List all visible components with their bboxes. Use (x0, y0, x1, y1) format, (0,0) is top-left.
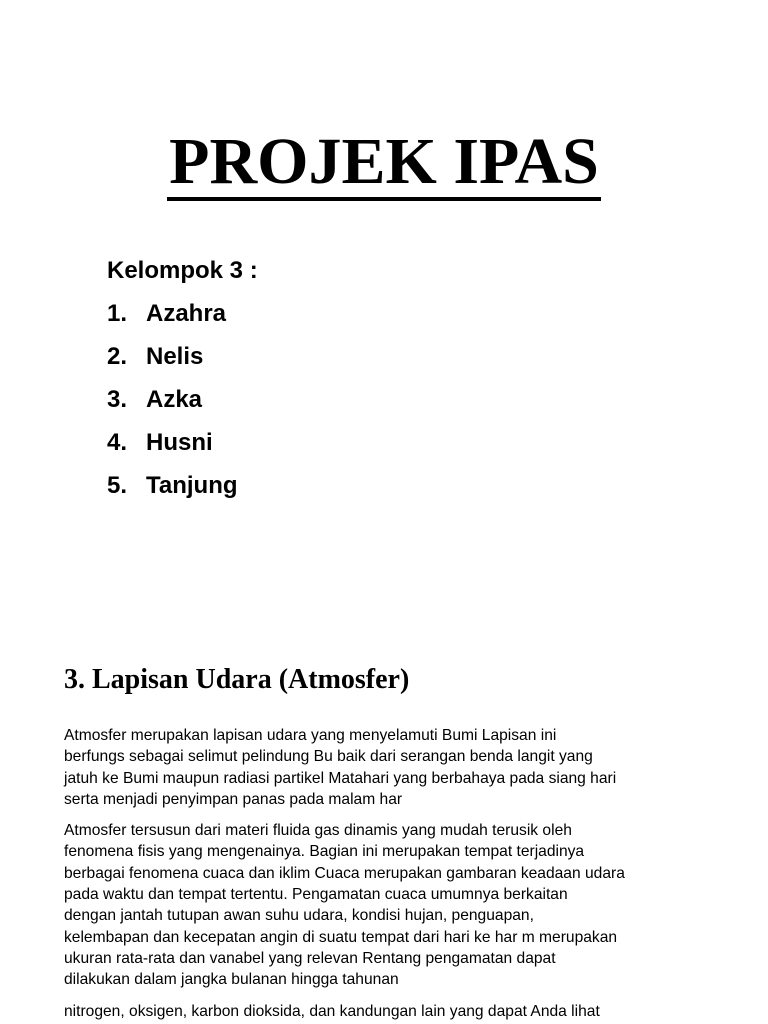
paragraph (64, 1001, 744, 1022)
member-name: Husni (146, 429, 213, 456)
text-line: Atmosfer tersusun dari materi fluida gas dinamis yang mudah terusik oleh (64, 822, 572, 840)
text-line: nitrogen, oksigen, karbon dioksida, dan kandungan lain yang dapat Anda lihat (64, 1002, 600, 1020)
member-list (107, 292, 258, 507)
text-line: berfungs sebagai selimut pelindung Bu baik dari serangan benda langit yang (64, 748, 593, 766)
member-item (107, 464, 258, 507)
text-line: serta menjadi penyimpan panas pada malam har (64, 790, 403, 808)
paragraph (64, 820, 744, 990)
member-name: Azahra (146, 300, 227, 327)
text-line: berbagai fenomena cuaca dan iklim Cuaca merupakan gambaran keadaan udara (64, 864, 625, 882)
section-heading: 3. Lapisan Udara (Atmosfer) (64, 664, 410, 695)
member-number: 1. (107, 300, 128, 327)
text-line: jatuh ke Bumi maupun radiasi partikel Matahari yang berbahaya pada siang hari (64, 769, 617, 787)
group-heading: Kelompok 3 : (107, 257, 258, 284)
page-title-text: PROJEK IPAS (167, 127, 601, 201)
text-line: dengan jantah tutupan awan suhu udara, kondisi hujan, penguapan, (64, 907, 534, 925)
text-line: pada waktu dan tempat tertentu. Pengamatan cuaca umumnya berkaitan (64, 886, 568, 904)
text-line: kelembapan dan kecepatan angin di suatu tempat dari hari ke har m merupakan (64, 928, 618, 946)
text-line: Atmosfer merupakan lapisan udara yang menyelamuti Bumi Lapisan ini (64, 727, 557, 744)
member-name: Tanjung (146, 472, 238, 499)
text-line: fenomena fisis yang mengenainya. Bagian ini merupakan tempat terjadinya (64, 843, 585, 861)
member-name: Azka (146, 386, 203, 413)
member-item (107, 378, 258, 421)
member-number: 2. (107, 343, 128, 370)
member-item (107, 292, 258, 335)
member-number: 5. (107, 472, 128, 499)
member-number: 3. (107, 386, 128, 413)
section-body (64, 725, 744, 1024)
member-item (107, 421, 258, 464)
group-info (107, 249, 258, 507)
page-title (0, 122, 768, 202)
member-name: Nelis (146, 343, 204, 370)
text-line: dilakukan dalam jangka bulanan hingga tahunan (64, 971, 399, 989)
paragraph (64, 725, 744, 810)
member-item (107, 335, 258, 378)
text-line: ukuran rata-rata dan vanabel yang relevan Rentang pengamatan dapat (64, 949, 556, 967)
member-number: 4. (107, 429, 128, 456)
